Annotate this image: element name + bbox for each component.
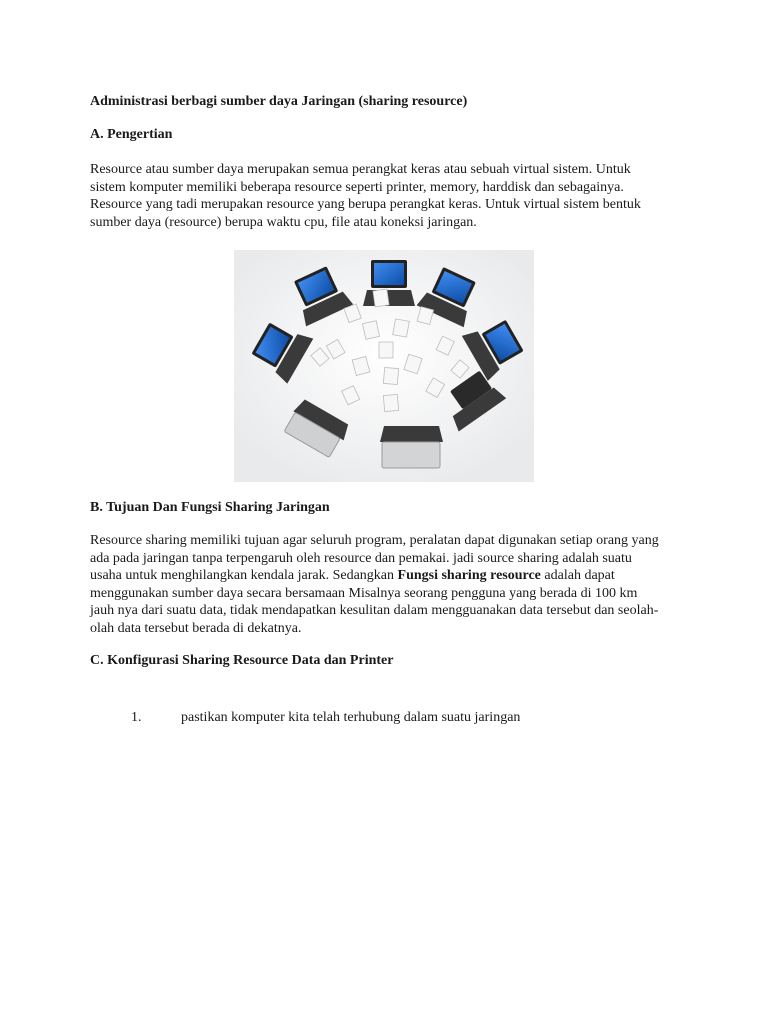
list-number: 1. <box>131 710 142 725</box>
section-b-heading: B. Tujuan Dan Fungsi Sharing Jaringan <box>90 500 330 515</box>
paragraph-line: Resource sharing memiliki tujuan agar seluruh program, peralatan dapat digunakan setiap orang yang <box>90 533 659 548</box>
paragraph-line: sistem komputer memiliki beberapa resource seperti printer, memory, harddisk dan sebagainya. <box>90 179 624 195</box>
section-a-heading: A. Pengertian <box>90 127 173 142</box>
section-a-paragraph <box>90 161 690 231</box>
paragraph-line: Resource yang tadi merupakan resource yang berupa perangkat keras. Untuk virtual sistem bentuk <box>90 197 641 212</box>
text-run: usaha untuk menghilangkan kendala jarak. Sedangkan <box>90 568 398 583</box>
section-c-heading: C. Konfigurasi Sharing Resource Data dan Printer <box>90 653 394 668</box>
document-title: Administrasi berbagi sumber daya Jaringan (sharing resource) <box>90 94 468 109</box>
network-laptops-illustration <box>234 250 534 482</box>
paragraph-line: ada pada jaringan tanpa terpengaruh oleh resource dan pemakai. jadi source sharing adalah suatu <box>90 550 632 566</box>
section-b-paragraph <box>90 532 690 637</box>
paragraph-line: jauh nya dari suatu data, tidak mendapatkan kesulitan dalam mengguanakan data tersebut dan seolah- <box>90 603 659 618</box>
paragraph-line: sumber daya (resource) berupa waktu cpu, file atau koneksi jaringan. <box>90 214 477 230</box>
laptop-icon <box>380 426 443 468</box>
paragraph-line: menggunakan sumber daya secara bersamaan Misalnya seorang pengguna yang berada di 100 km <box>90 585 638 601</box>
paragraph-line: olah data tersebut berada di dekatnya. <box>90 620 302 636</box>
paragraph-line: Resource atau sumber daya merupakan semua perangkat keras atau sebuah virtual sistem. Untuk <box>90 162 631 177</box>
text-run: adalah dapat <box>540 568 615 583</box>
bold-term: Fungsi sharing resource <box>397 568 541 583</box>
list-text: pastikan komputer kita telah terhubung dalam suatu jaringan <box>181 710 521 725</box>
paragraph-line <box>90 567 690 585</box>
